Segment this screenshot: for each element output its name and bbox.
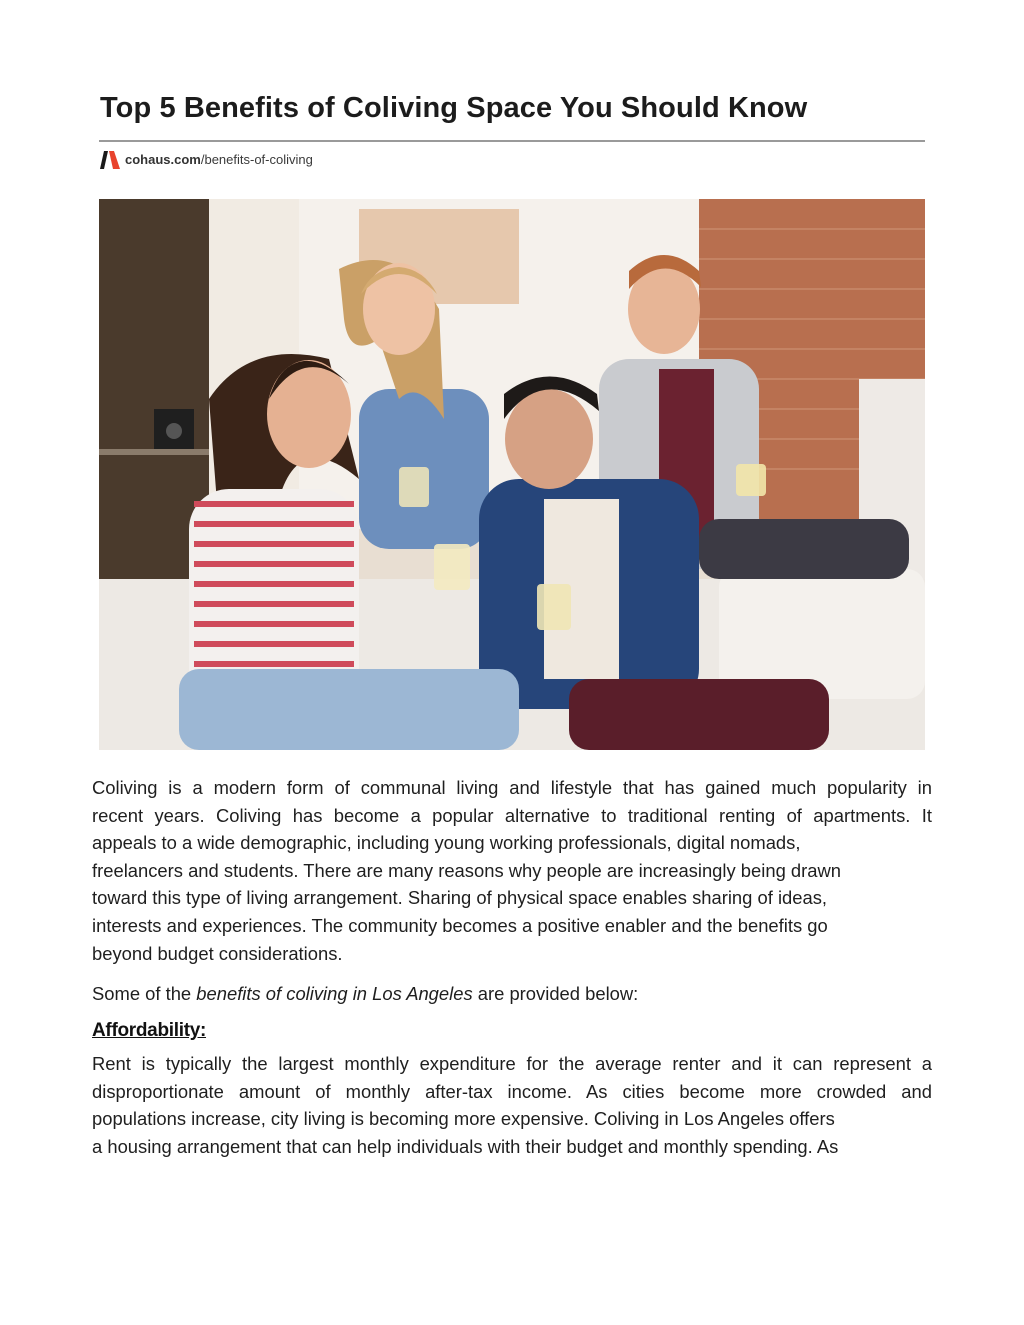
benefits-intro [92,980,932,1008]
affordability-line: a housing arrangement that can help individuals with their budget and monthly spending. As [92,1135,839,1157]
affordability-line: Rent is typically the largest monthly expenditure for the average renter and it can represent a [92,1053,932,1074]
page-title: Top 5 Benefits of Coliving Space You Should Know [100,92,808,124]
intro-line: interests and experiences. The community becomes a positive enabler and the benefits go [92,914,828,936]
title-divider [99,140,925,142]
intro-paragraph [92,774,932,967]
affordability-paragraph [92,1050,932,1160]
benefits-intro-emphasis: benefits of coliving in Los Angeles [196,983,473,1004]
benefits-intro-before: Some of the [92,983,197,1004]
intro-line: appeals to a wide demographic, including young working professionals, digital nomads, [92,832,801,854]
intro-line: toward this type of living arrangement. Sharing of physical space enables sharing of ideas, [92,887,828,909]
intro-line: freelancers and students. There are many reasons why people are increasingly being drawn [92,859,841,881]
hero-photo [99,199,925,750]
benefits-intro-after: are provided below: [472,983,639,1004]
intro-line: beyond budget considerations. [92,942,343,964]
cohaus-logo-icon [99,148,121,170]
source-link[interactable] [99,148,313,170]
affordability-line: disproportionate amount of monthly after-tax income. As cities become more crowded and [92,1080,932,1102]
source-path[interactable]: /benefits-of-coliving [200,151,313,167]
intro-line: recent years. Coliving has become a popular alternative to traditional renting of apartments. It [92,804,932,826]
photo-friends-laughing [99,199,925,750]
source-domain[interactable]: cohaus.com [125,151,201,167]
intro-line: Coliving is a modern form of communal living and lifestyle that has gained much popularity in [92,777,932,798]
affordability-heading: Affordability: [92,1020,207,1041]
affordability-line: populations increase, city living is becoming more expensive. Coliving in Los Angeles offers [92,1108,835,1130]
